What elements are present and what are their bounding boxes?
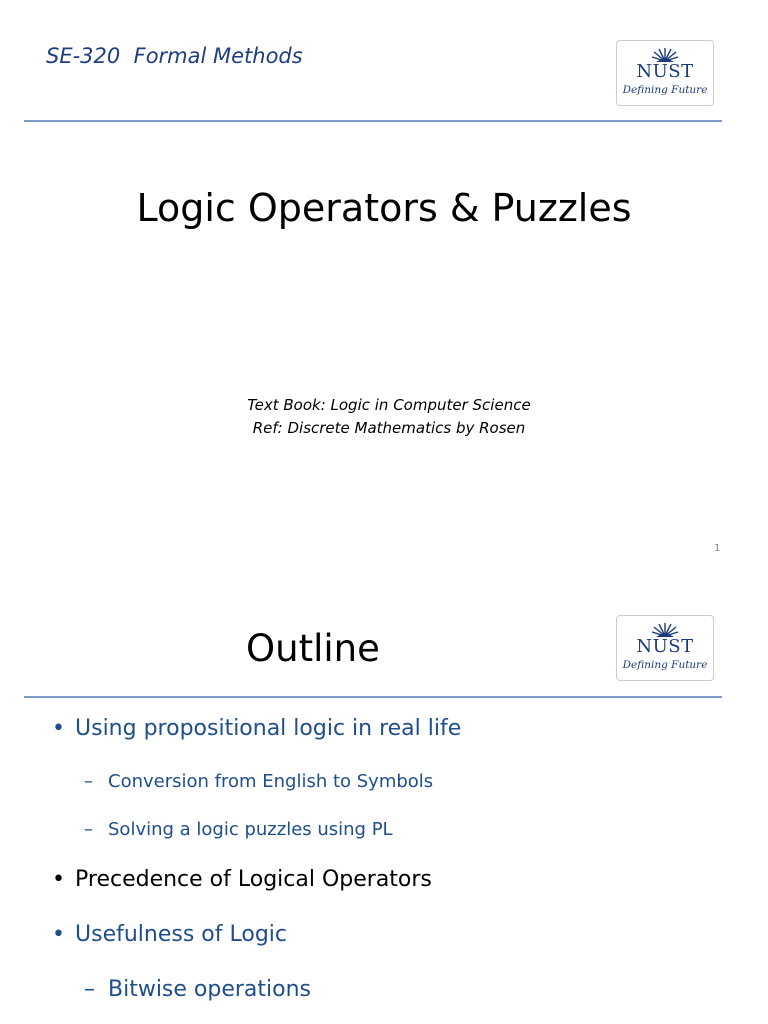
header-rule <box>24 120 722 122</box>
dash-marker: – <box>84 977 95 1002</box>
slide-title: Outline <box>246 627 380 670</box>
reference-line: Ref: Discrete Mathematics by Rosen <box>252 419 526 437</box>
bullet-marker: • <box>52 867 65 892</box>
logo-name: NUST <box>636 636 694 657</box>
course-title: SE-320 Formal Methods <box>46 44 303 68</box>
list-item-text: Usefulness of Logic <box>75 922 287 947</box>
logo-tagline: Defining Future <box>622 659 708 671</box>
list-item-text: Precedence of Logical Operators <box>75 867 432 892</box>
slide-2 <box>0 575 768 1024</box>
logo-tagline: Defining Future <box>622 84 708 96</box>
textbook-line: Text Book: Logic in Computer Science <box>247 396 531 414</box>
bullet-marker: • <box>52 716 65 741</box>
nust-logo <box>616 615 714 681</box>
dash-marker: – <box>84 771 93 792</box>
slide-title: Logic Operators & Puzzles <box>136 186 632 230</box>
header-rule <box>24 696 722 698</box>
bullet-marker: • <box>52 922 65 947</box>
dash-marker: – <box>84 819 93 840</box>
nust-logo <box>616 40 714 106</box>
list-item-text: Solving a logic puzzles using PL <box>108 819 393 840</box>
list-item-text: Conversion from English to Symbols <box>108 771 434 792</box>
logo-name: NUST <box>636 61 694 82</box>
textbook-reference <box>0 394 768 440</box>
list-item-text: Bitwise operations <box>108 977 312 1002</box>
list-item-text: Using propositional logic in real life <box>75 716 462 741</box>
page-number: 1 <box>714 543 721 554</box>
